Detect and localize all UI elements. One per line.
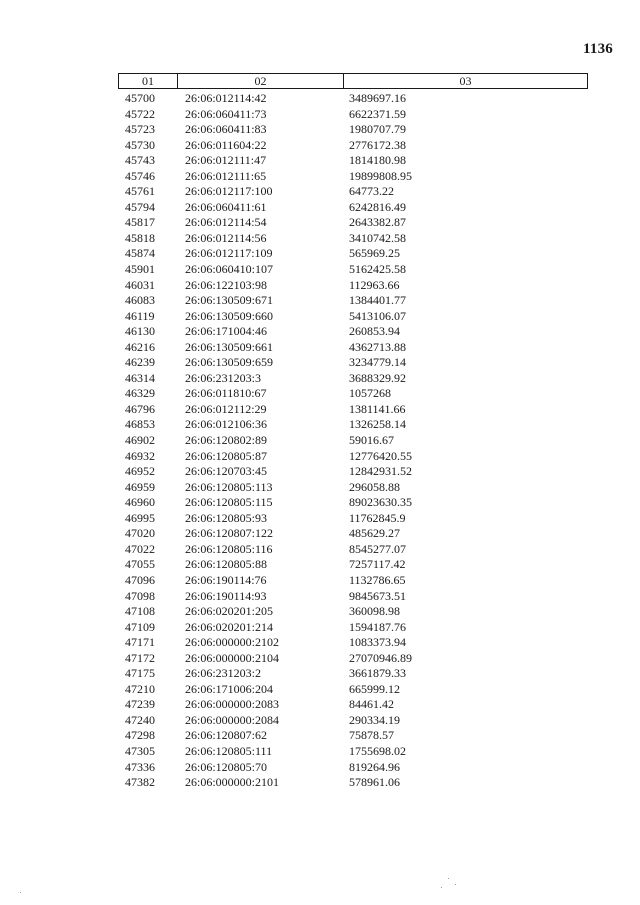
cell-03: 2776172.38 (349, 137, 406, 152)
cell-03: 3489697.16 (349, 91, 406, 105)
scan-speck (20, 892, 21, 893)
cell-03: 3234779.14 (349, 355, 406, 370)
cell-01: 46796 (125, 401, 155, 416)
cell-01: 47108 (125, 604, 155, 619)
cell-01: 46083 (125, 293, 155, 308)
cell-03: 19899808.95 (349, 168, 412, 183)
table-row (0, 309, 640, 325)
cell-02: 26:06:000000:2083 (185, 697, 280, 712)
cell-01: 45874 (125, 246, 155, 261)
cell-03: 64773.22 (349, 184, 394, 199)
page-number: 1136 (583, 41, 613, 57)
table-row (0, 355, 640, 371)
cell-01: 46960 (125, 495, 155, 510)
cell-01: 47210 (125, 681, 155, 696)
cell-03: 84461.42 (349, 697, 394, 712)
column-header-01: 01 (119, 74, 178, 88)
cell-02: 26:06:130509:659 (185, 355, 274, 370)
cell-02: 26:06:060411:83 (185, 122, 267, 137)
cell-02: 26:06:120703:45 (185, 464, 268, 479)
cell-01: 47098 (125, 588, 155, 603)
cell-03: 3661879.33 (349, 666, 406, 681)
cell-02: 26:06:000000:2104 (185, 650, 280, 665)
cell-01: 45761 (125, 184, 155, 199)
cell-01: 47022 (125, 541, 155, 556)
table-row (0, 91, 640, 107)
table-row (0, 293, 640, 309)
cell-03: 1384401.77 (349, 293, 406, 308)
table-row (0, 386, 640, 402)
cell-03: 3688329.92 (349, 370, 406, 385)
table-row (0, 511, 640, 527)
cell-03: 7257117.42 (349, 557, 406, 572)
table-row (0, 371, 640, 387)
table-row (0, 340, 640, 356)
cell-02: 26:06:012106:36 (185, 417, 268, 432)
cell-02: 26:06:122103:98 (185, 277, 268, 292)
cell-02: 26:06:020201:214 (185, 619, 274, 634)
cell-03: 12842931.52 (349, 464, 412, 479)
table-row (0, 697, 640, 713)
scan-speck (441, 887, 442, 888)
cell-01: 46932 (125, 448, 155, 463)
cell-01: 46995 (125, 510, 155, 525)
cell-02: 26:06:060411:73 (185, 106, 267, 121)
cell-02: 26:06:120805:87 (185, 448, 268, 463)
cell-01: 45743 (125, 153, 155, 168)
cell-03: 89023630.35 (349, 495, 412, 510)
cell-02: 26:06:130509:671 (185, 293, 274, 308)
cell-03: 112963.66 (349, 277, 400, 292)
cell-01: 45901 (125, 262, 155, 277)
cell-02: 26:06:060410:107 (185, 262, 274, 277)
cell-01: 46031 (125, 277, 155, 292)
cell-03: 485629.27 (349, 526, 400, 541)
table-header (118, 73, 588, 89)
cell-01: 46902 (125, 433, 155, 448)
scan-speck (448, 878, 449, 879)
cell-01: 45746 (125, 168, 155, 183)
cell-02: 26:06:120802:89 (185, 433, 268, 448)
cell-03: 11762845.9 (349, 510, 406, 525)
cell-01: 45700 (125, 91, 155, 105)
table-row (0, 417, 640, 433)
table-row (0, 495, 640, 511)
table-row (0, 526, 640, 542)
cell-02: 26:06:120805:88 (185, 557, 268, 572)
cell-01: 47298 (125, 728, 155, 743)
cell-01: 46314 (125, 370, 155, 385)
table-row (0, 604, 640, 620)
cell-03: 59016.67 (349, 433, 394, 448)
cell-02: 26:06:020201:205 (185, 604, 274, 619)
cell-01: 46329 (125, 386, 155, 401)
cell-01: 47020 (125, 526, 155, 541)
cell-02: 26:06:012117:100 (185, 184, 273, 199)
cell-02: 26:06:120805:93 (185, 510, 268, 525)
cell-03: 4362713.88 (349, 339, 406, 354)
cell-01: 46130 (125, 324, 155, 339)
cell-03: 260853.94 (349, 324, 400, 339)
table-row (0, 449, 640, 465)
cell-02: 26:06:060411:61 (185, 199, 267, 214)
cell-02: 26:06:190114:76 (185, 572, 267, 587)
cell-03: 6242816.49 (349, 199, 406, 214)
cell-03: 360098.98 (349, 604, 400, 619)
table-row (0, 184, 640, 200)
cell-02: 26:06:012111:47 (185, 153, 267, 168)
cell-02: 26:06:190114:93 (185, 588, 267, 603)
table-row (0, 573, 640, 589)
cell-01: 46239 (125, 355, 155, 370)
cell-01: 47171 (125, 635, 155, 650)
cell-03: 578961.06 (349, 775, 400, 790)
table-row (0, 682, 640, 698)
column-header-03: 03 (459, 73, 472, 88)
cell-03: 665999.12 (349, 681, 400, 696)
cell-02: 26:06:130509:661 (185, 339, 274, 354)
cell-01: 46216 (125, 339, 155, 354)
cell-01: 47239 (125, 697, 155, 712)
cell-03: 1057268 (349, 386, 391, 401)
cell-02: 26:06:012112:29 (185, 401, 267, 416)
cell-03: 2643382.87 (349, 215, 406, 230)
cell-03: 290334.19 (349, 712, 400, 727)
column-header-02: 02 (178, 74, 344, 88)
table-row (0, 169, 640, 185)
table-row (0, 262, 640, 278)
cell-01: 46959 (125, 479, 155, 494)
table-row (0, 651, 640, 667)
table-row (0, 760, 640, 776)
cell-03: 6622371.59 (349, 106, 406, 121)
table-row (0, 324, 640, 340)
cell-03: 1755698.02 (349, 743, 406, 758)
cell-03: 75878.57 (349, 728, 394, 743)
cell-02: 26:06:012114:42 (185, 91, 267, 105)
table-row (0, 744, 640, 760)
cell-02: 26:06:231203:2 (185, 666, 262, 681)
table-row (0, 666, 640, 682)
scan-speck (455, 884, 456, 885)
table-row (0, 480, 640, 496)
cell-02: 26:06:012111:65 (185, 168, 267, 183)
table-row (0, 728, 640, 744)
cell-03: 9845673.51 (349, 588, 406, 603)
cell-03: 5413106.07 (349, 308, 406, 323)
cell-01: 47305 (125, 743, 155, 758)
cell-01: 46853 (125, 417, 155, 432)
cell-02: 26:06:120805:115 (185, 495, 273, 510)
table-body (0, 91, 640, 791)
cell-01: 47096 (125, 572, 155, 587)
cell-02: 26:06:171006:204 (185, 681, 274, 696)
table-row (0, 402, 640, 418)
table-row (0, 433, 640, 449)
cell-02: 26:06:012114:56 (185, 230, 267, 245)
table-row (0, 231, 640, 247)
cell-01: 47109 (125, 619, 155, 634)
table-row (0, 246, 640, 262)
cell-03: 3410742.58 (349, 230, 406, 245)
cell-02: 26:06:130509:660 (185, 308, 274, 323)
cell-02: 26:06:120805:113 (185, 479, 273, 494)
table-row (0, 153, 640, 169)
cell-02: 26:06:000000:2084 (185, 712, 280, 727)
cell-02: 26:06:120807:122 (185, 526, 274, 541)
cell-03: 1814180.98 (349, 153, 406, 168)
cell-03: 819264.96 (349, 759, 400, 774)
cell-01: 45794 (125, 199, 155, 214)
cell-01: 47172 (125, 650, 155, 665)
cell-02: 26:06:120805:116 (185, 541, 273, 556)
cell-02: 26:06:000000:2101 (185, 775, 280, 790)
table-row (0, 713, 640, 729)
table-row (0, 620, 640, 636)
cell-01: 45723 (125, 122, 155, 137)
cell-02: 26:06:011604:22 (185, 137, 267, 152)
cell-02: 26:06:231203:3 (185, 370, 262, 385)
table-row (0, 107, 640, 123)
cell-02: 26:06:000000:2102 (185, 635, 280, 650)
cell-01: 47240 (125, 712, 155, 727)
cell-02: 26:06:012114:54 (185, 215, 267, 230)
cell-02: 26:06:120805:70 (185, 759, 268, 774)
cell-01: 45818 (125, 230, 155, 245)
cell-02: 26:06:171004:46 (185, 324, 268, 339)
cell-03: 296058.88 (349, 479, 400, 494)
cell-01: 47336 (125, 759, 155, 774)
cell-02: 26:06:120807:62 (185, 728, 268, 743)
cell-03: 1594187.76 (349, 619, 406, 634)
cell-02: 26:06:011810:67 (185, 386, 267, 401)
table-row (0, 775, 640, 791)
cell-03: 8545277.07 (349, 541, 406, 556)
cell-01: 45817 (125, 215, 155, 230)
table-row (0, 278, 640, 294)
cell-01: 47055 (125, 557, 155, 572)
cell-03: 1381141.66 (349, 401, 406, 416)
cell-01: 46952 (125, 464, 155, 479)
cell-03: 12776420.55 (349, 448, 412, 463)
cell-01: 45722 (125, 106, 155, 121)
cell-03: 1980707.79 (349, 122, 406, 137)
table-row (0, 122, 640, 138)
table-row (0, 635, 640, 651)
table-row (0, 557, 640, 573)
table-row (0, 200, 640, 216)
table-row (0, 138, 640, 154)
cell-01: 46119 (125, 308, 155, 323)
table-row (0, 542, 640, 558)
cell-03: 1083373.94 (349, 635, 406, 650)
table-row (0, 589, 640, 605)
cell-02: 26:06:120805:111 (185, 743, 273, 758)
table-row (0, 464, 640, 480)
cell-01: 47382 (125, 775, 155, 790)
cell-01: 47175 (125, 666, 155, 681)
cell-03: 5162425.58 (349, 262, 406, 277)
table-row (0, 215, 640, 231)
cell-03: 565969.25 (349, 246, 400, 261)
cell-01: 45730 (125, 137, 155, 152)
cell-03: 27070946.89 (349, 650, 412, 665)
cell-03: 1326258.14 (349, 417, 406, 432)
cell-02: 26:06:012117:109 (185, 246, 273, 261)
cell-03: 1132786.65 (349, 572, 406, 587)
